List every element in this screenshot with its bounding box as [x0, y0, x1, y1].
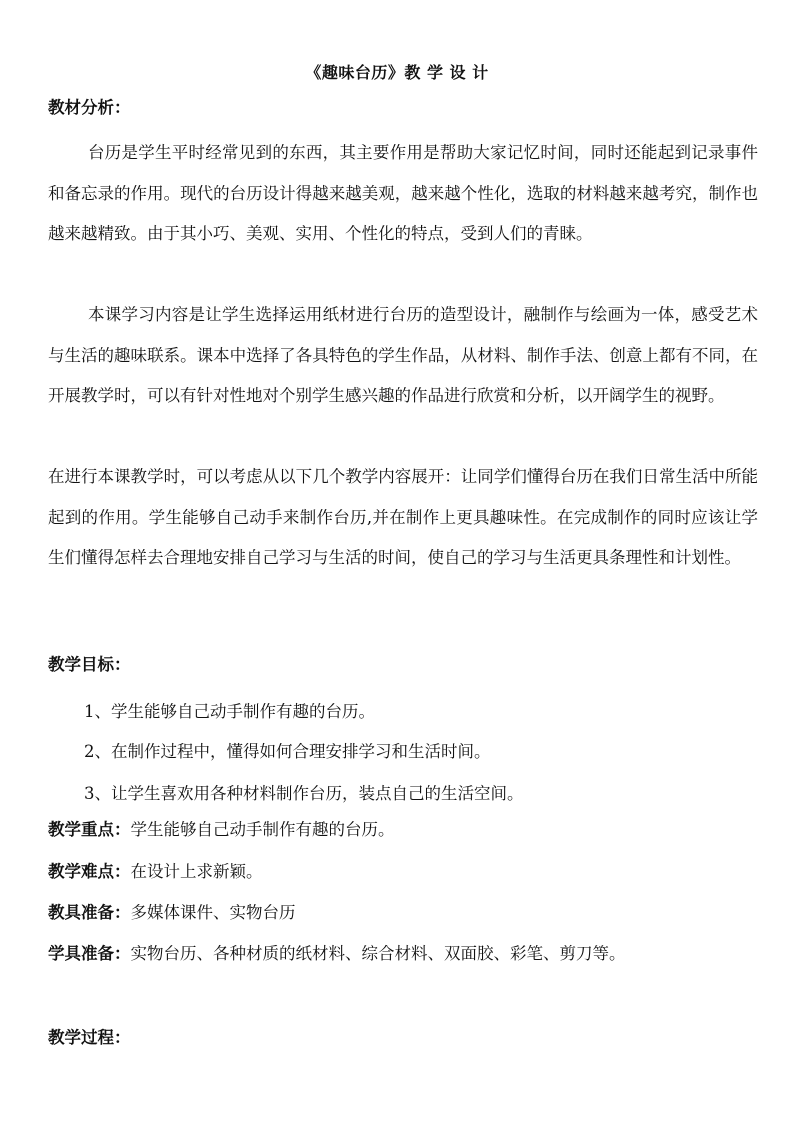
- student-tools-text: 实物台历、各种材质的纸材料、综合材料、双面胶、彩笔、剪刀等。: [130, 944, 626, 963]
- difficulty-label: 教学难点：: [48, 862, 131, 881]
- key-point-label: 教学重点：: [48, 820, 131, 839]
- process-heading: 教学过程：: [48, 1028, 131, 1047]
- difficulty-text: 在设计上求新颖。: [130, 862, 263, 881]
- student-tools-row: [48, 946, 626, 963]
- goal-item-2: 2、在制作过程中，懂得如何合理安排学习和生活时间。: [84, 742, 491, 761]
- analysis-paragraph-2: 本课学习内容是让学生选择运用纸材进行台历的造型设计，融制作与绘画为一体，感受艺术与生活的趣味联系。课本中选择了各具特色的学生作品，从材料、制作手法、创意上都有不同，在开展教学时，可以有针对性地对个别学生感兴趣的作品进行欣赏和分析，以开阔学生的视野。: [48, 305, 758, 405]
- document-title: 《趣味台历》教 学 设 计: [305, 63, 489, 82]
- teacher-tools-text: 多媒体课件、实物台历: [130, 903, 296, 922]
- teacher-tools-label: 教具准备：: [48, 903, 131, 922]
- analysis-heading: 教材分析：: [48, 98, 131, 117]
- key-point-text: 学生能够自己动手制作有趣的台历。: [130, 820, 395, 839]
- goal-item-1: 1、学生能够自己动手制作有趣的台历。: [84, 702, 375, 721]
- analysis-paragraph-1: 台历是学生平时经常见到的东西，其主要作用是帮助大家记忆时间，同时还能起到记录事件和备忘录的作用。现代的台历设计得越来越美观，越来越个性化，选取的材料越来越考究，制作也越来越精致。由于其小巧、美观、实用、个性化的特点，受到人们的青睐。: [48, 143, 758, 243]
- difficulty-row: [48, 864, 263, 881]
- key-point-row: [48, 822, 395, 839]
- analysis-paragraph-3: 在进行本课教学时，可以考虑从以下几个教学内容展开：让同学们懂得台历在我们日常生活中所能起到的作用。学生能够自己动手来制作台历,并在制作上更具趣味性。在完成制作的同时应该让学生们懂得怎样去合理地安排自己学习与生活的时间，使自己的学习与生活更具条理性和计划性。: [48, 467, 758, 567]
- goal-item-3: 3、让学生喜欢用各种材料制作台历，装点自己的生活空间。: [84, 784, 524, 803]
- teacher-tools-row: [48, 905, 296, 922]
- goals-heading: 教学目标：: [48, 655, 131, 674]
- student-tools-label: 学具准备：: [48, 944, 131, 963]
